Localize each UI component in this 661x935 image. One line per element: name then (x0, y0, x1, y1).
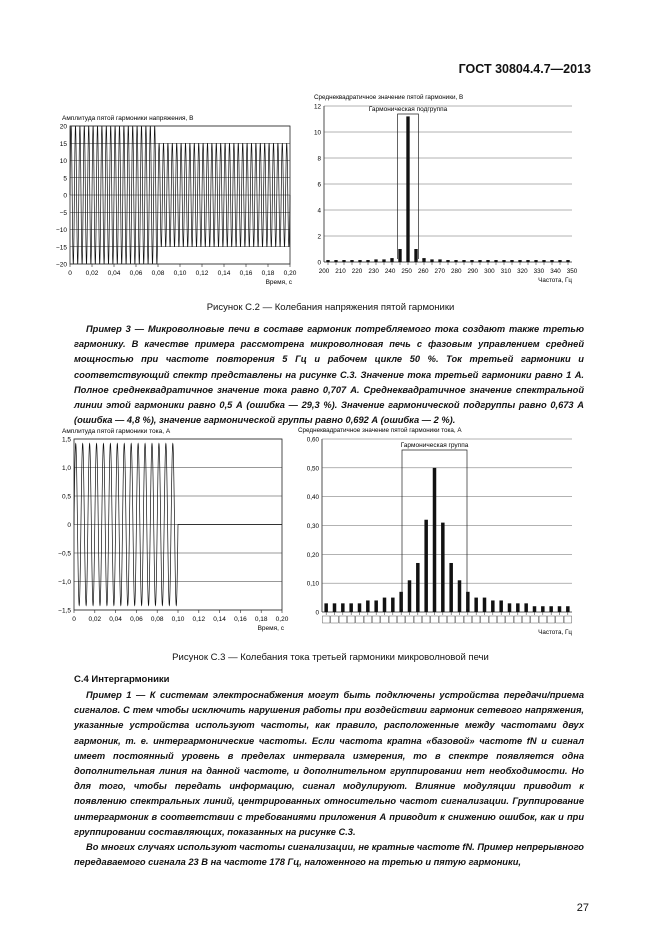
x-tick-label: 0 (68, 270, 72, 277)
fig-c3-caption: Рисунок С.3 — Колебания тока третьей гармоники микроволновой печи (172, 652, 489, 663)
spectrum-bar (414, 249, 417, 262)
spectrum-bar (441, 523, 445, 612)
spectrum-bar (433, 468, 437, 612)
spectrum-bar (341, 603, 345, 612)
spectrum-bar (458, 580, 462, 612)
x-tick-label: 310 (500, 268, 512, 275)
x-tick-label-block (539, 616, 547, 623)
spectrum-bar (383, 598, 387, 612)
y-tick-label: 0 (63, 192, 67, 200)
paragraph-continued: Во многих случаях используют частоты сигнализации, не кратные частоте fN. Пример непрерывного передаваемого сигнала 23 В на частоте 178 Гц, наложенного на третью и пятую гармоники, (74, 842, 584, 868)
y-tick-label: 0,5 (61, 493, 71, 501)
fig-c3-spectrum-plot (290, 425, 580, 640)
x-tick-label-block (481, 616, 489, 623)
x-tick-label: 0,18 (261, 270, 275, 277)
spectrum-bar (524, 603, 528, 612)
x-tick-label: 0,10 (171, 616, 185, 623)
y-tick-label: −20 (55, 261, 67, 269)
x-tick-label-block (389, 616, 397, 623)
x-tick-label-block (372, 616, 380, 623)
x-tick-label-block (497, 616, 505, 623)
y-tick-label: 2 (317, 233, 321, 241)
spectrum-bar (430, 259, 433, 262)
x-tick-label-block (397, 616, 405, 623)
group-label: Гармоническая группа (400, 442, 469, 449)
x-tick-label-block (414, 616, 422, 623)
spectrum-bar (518, 260, 521, 262)
x-tick-label: 200 (318, 268, 330, 275)
spectrum-bar (526, 260, 529, 262)
x-axis-label: Время, с (257, 625, 284, 632)
x-tick-label: 0,04 (107, 270, 121, 277)
x-tick-label: 0,12 (192, 616, 206, 623)
x-tick-label: 0,18 (254, 616, 268, 623)
y-tick-label: 5 (63, 175, 67, 183)
page-number: 27 (576, 902, 589, 914)
spectrum-bar (566, 260, 569, 262)
y-tick-label: 8 (317, 155, 321, 163)
spectrum-bar (366, 600, 370, 612)
y-axis-label: Амплитуда пятой гармоники напряжения, В (62, 115, 194, 122)
y-axis-label: Амплитуда пятой гармоники тока, А (62, 428, 171, 435)
fig-c2-time-plot (50, 112, 305, 297)
spectrum-bar (374, 259, 377, 262)
x-tick-label-block (522, 616, 530, 623)
spectrum-bar (382, 259, 385, 262)
spectrum-bar (558, 260, 561, 262)
y-tick-label: −0,5 (58, 550, 71, 558)
y-tick-label: 10 (313, 129, 321, 137)
spectrum-bar (502, 260, 505, 262)
x-tick-label: 220 (351, 268, 363, 275)
x-tick-label: 0,04 (109, 616, 122, 623)
x-tick-label-block (531, 616, 539, 623)
spectrum-bar (549, 606, 553, 612)
x-tick-label: 240 (384, 268, 396, 275)
spectrum-bar (550, 260, 553, 262)
document-header: ГОСТ 30804.4.7—2013 (458, 62, 591, 76)
spectrum-bar (449, 563, 453, 612)
y-tick-label: 15 (59, 140, 67, 148)
y-tick-label: −5 (59, 209, 67, 217)
x-tick-label: 300 (484, 268, 495, 275)
spectrum-bar (516, 603, 520, 612)
y-tick-label: 12 (313, 103, 321, 111)
y-tick-label: 0,60 (306, 436, 319, 444)
spectrum-bar (374, 600, 378, 612)
spectrum-bar (510, 260, 513, 262)
x-tick-label: 330 (533, 268, 545, 275)
y-tick-label: −1,5 (58, 607, 71, 615)
y-tick-label: 0,20 (306, 551, 319, 559)
x-tick-label-block (456, 616, 464, 623)
x-tick-label: 0,08 (151, 270, 165, 277)
spectrum-bar (391, 598, 395, 612)
section-title: С.4 Интергармоники (74, 674, 170, 685)
spectrum-bar (486, 260, 489, 262)
y-tick-label: −1,0 (58, 579, 71, 586)
x-tick-label: 0,02 (88, 616, 102, 623)
x-tick-label-block (489, 616, 497, 623)
x-tick-label-block (406, 616, 414, 623)
y-tick-label: 6 (317, 181, 321, 189)
spectrum-bar (326, 260, 329, 262)
x-tick-label: 280 (451, 268, 462, 275)
spectrum-bar (422, 258, 425, 262)
x-tick-label: 0 (72, 616, 76, 623)
x-tick-label: 0,10 (173, 270, 187, 277)
spectrum-bar (558, 606, 562, 612)
x-tick-label: 0,20 (275, 616, 289, 623)
x-tick-label-block (547, 616, 555, 623)
x-axis-label: Время, с (265, 279, 292, 286)
x-tick-label-block (431, 616, 439, 623)
spectrum-bar (478, 260, 481, 262)
spectrum-bar (324, 603, 328, 612)
y-tick-label: −10 (55, 227, 67, 234)
spectrum-bar (398, 249, 401, 262)
x-tick-label: 0,12 (195, 270, 209, 277)
waveform-line (74, 444, 282, 606)
y-tick-label: 0 (315, 609, 319, 617)
x-tick-label: 0,02 (85, 270, 99, 277)
spectrum-bar (508, 603, 512, 612)
y-axis-label: Среднеквадратичное значение пятой гармоники, В (314, 94, 464, 101)
y-tick-label: −15 (55, 244, 67, 252)
paragraph-example-1: Пример 1 — К системам электроснабжения могут быть подключены устройства передачи/приема сигналов. С тем чтобы исключить нарушения работы при воздействии гармоник сетевого напряжения, указанные устройства используют частоты, как правило, расположенные между частотами двух гармоник, т. е. интергармонические частоты. Если частота кратна «базовой» частоте fN и сигнал имеет постоянный уровень в пределах интервала измерения, то в спектре появляется одна дополнительная линия на данной частоте, и дополнительном группировании нет необходимости. Но для того, чтобы передать информацию, сигнал модулируют. Влияние модуляции приводит к появлению спектральных линий, центрированных относительно частот сигнализации. Группирование интергармоник в соответствии с требованиями приложения А приводит к снижению ошибок, как и при группировании составляющих, показанных на рисунке С.3. (74, 690, 584, 837)
spectrum-bar (542, 260, 545, 262)
spectrum-bar (358, 603, 362, 612)
x-tick-label: 340 (550, 268, 561, 275)
x-tick-label-block (472, 616, 480, 623)
spectrum-bar (446, 260, 449, 262)
x-tick-label-block (556, 616, 564, 623)
x-tick-label: 350 (566, 268, 578, 275)
spectrum-bar (491, 600, 495, 612)
spectrum-bar (390, 258, 393, 262)
spectrum-bar (534, 260, 537, 262)
x-tick-label-block (439, 616, 447, 623)
x-axis-label: Частота, Гц (538, 277, 572, 284)
spectrum-bar (533, 606, 537, 612)
spectrum-bar (406, 116, 409, 262)
x-tick-label-block (422, 616, 430, 623)
x-tick-label: 0,20 (283, 270, 297, 277)
x-tick-label-block (364, 616, 372, 623)
spectrum-bar (454, 260, 457, 262)
spectrum-bar (358, 260, 361, 262)
x-tick-label-block (514, 616, 522, 623)
y-tick-label: 0,30 (306, 523, 319, 530)
x-tick-label: 290 (467, 268, 479, 275)
spectrum-bar (438, 259, 441, 262)
x-tick-label-block (506, 616, 514, 623)
spectrum-bar (333, 603, 337, 612)
x-tick-label: 0,14 (217, 270, 231, 277)
y-tick-label: 4 (317, 207, 321, 215)
x-tick-label: 230 (368, 268, 379, 275)
y-tick-label: 0 (317, 259, 321, 267)
x-tick-label: 250 (401, 268, 412, 275)
fig-c3-time-plot (50, 425, 305, 640)
spectrum-bar (499, 600, 503, 612)
paragraph-example-3: Пример 3 — Микроволновые печи в составе гармоник потребляемого тока создают также третью гармонику. В качестве примера рассмотрена микроволновая печь с фазовым управлением средней мощностью при частоте повторения 5 Гц и рабочем цикле 50 %. Ток третьей гармоники и соответствующий спектр представлены на рисунке С.3. Значение тока третьей гармоники равно 1 А. Полное среднеквадратичное значение тока равно 0,707 А. Среднеквадратичное значение спектральной линии этой гармоники равно 0,5 А (ошибка — 29,3 %). Значение гармонической подгруппы равно 0,673 А (ошибка — 4,8 %), значение гармонической группы равно 0,692 А (ошибка — 2 %). (74, 324, 584, 426)
x-tick-label: 270 (434, 268, 445, 275)
y-tick-label: 1,0 (61, 465, 71, 472)
y-axis-label: Среднеквадратичное значение пятой гармоники тока, А (298, 427, 462, 434)
x-tick-label: 0,16 (234, 616, 247, 623)
x-tick-label: 210 (335, 268, 346, 275)
spectrum-bar (424, 520, 428, 612)
spectrum-bar (566, 606, 570, 612)
spectrum-bar (342, 260, 345, 262)
x-tick-label-block (339, 616, 347, 623)
spectrum-bar (408, 580, 412, 612)
x-tick-label-block (564, 616, 572, 623)
group-label: Гармоническая подгруппа (368, 106, 448, 113)
fig-c2-spectrum-plot (310, 90, 580, 297)
y-tick-label: 20 (59, 123, 67, 131)
y-tick-label: 10 (59, 158, 67, 165)
y-tick-label: 0,10 (306, 580, 319, 588)
spectrum-bar (470, 260, 473, 262)
spectrum-bar (349, 603, 353, 612)
spectrum-bar (350, 260, 353, 262)
spectrum-bar (483, 598, 487, 612)
spectrum-bar (466, 592, 470, 612)
x-tick-label-block (447, 616, 455, 623)
spectrum-bar (366, 260, 369, 262)
spectrum-bar (541, 606, 545, 612)
x-tick-label-block (331, 616, 339, 623)
x-tick-label-block (347, 616, 355, 623)
x-tick-label: 0,14 (213, 616, 226, 623)
x-tick-label-block (381, 616, 389, 623)
y-tick-label: 1,5 (61, 436, 71, 444)
x-tick-label-block (322, 616, 330, 623)
spectrum-bar (462, 260, 465, 262)
y-tick-label: 0 (67, 522, 71, 529)
x-tick-label: 0,08 (150, 616, 164, 623)
spectrum-bar (474, 598, 478, 612)
x-tick-label-block (356, 616, 364, 623)
spectrum-bar (416, 563, 420, 612)
x-tick-label-block (464, 616, 472, 623)
x-axis-label: Частота, Гц (538, 629, 572, 636)
spectrum-bar (494, 260, 497, 262)
waveform-line (70, 126, 290, 264)
x-tick-label: 0,06 (130, 616, 143, 623)
y-tick-label: 0,50 (306, 465, 319, 473)
spectrum-bar (334, 260, 337, 262)
x-tick-label: 260 (417, 268, 429, 275)
spectrum-bar (399, 592, 403, 612)
fig-c2-caption: Рисунок С.2 — Колебания напряжения пятой гармоники (206, 302, 455, 313)
x-tick-label: 0,06 (129, 270, 143, 277)
x-tick-label: 0,16 (239, 270, 253, 277)
x-tick-label: 320 (517, 268, 528, 275)
y-tick-label: 0,40 (306, 494, 319, 502)
